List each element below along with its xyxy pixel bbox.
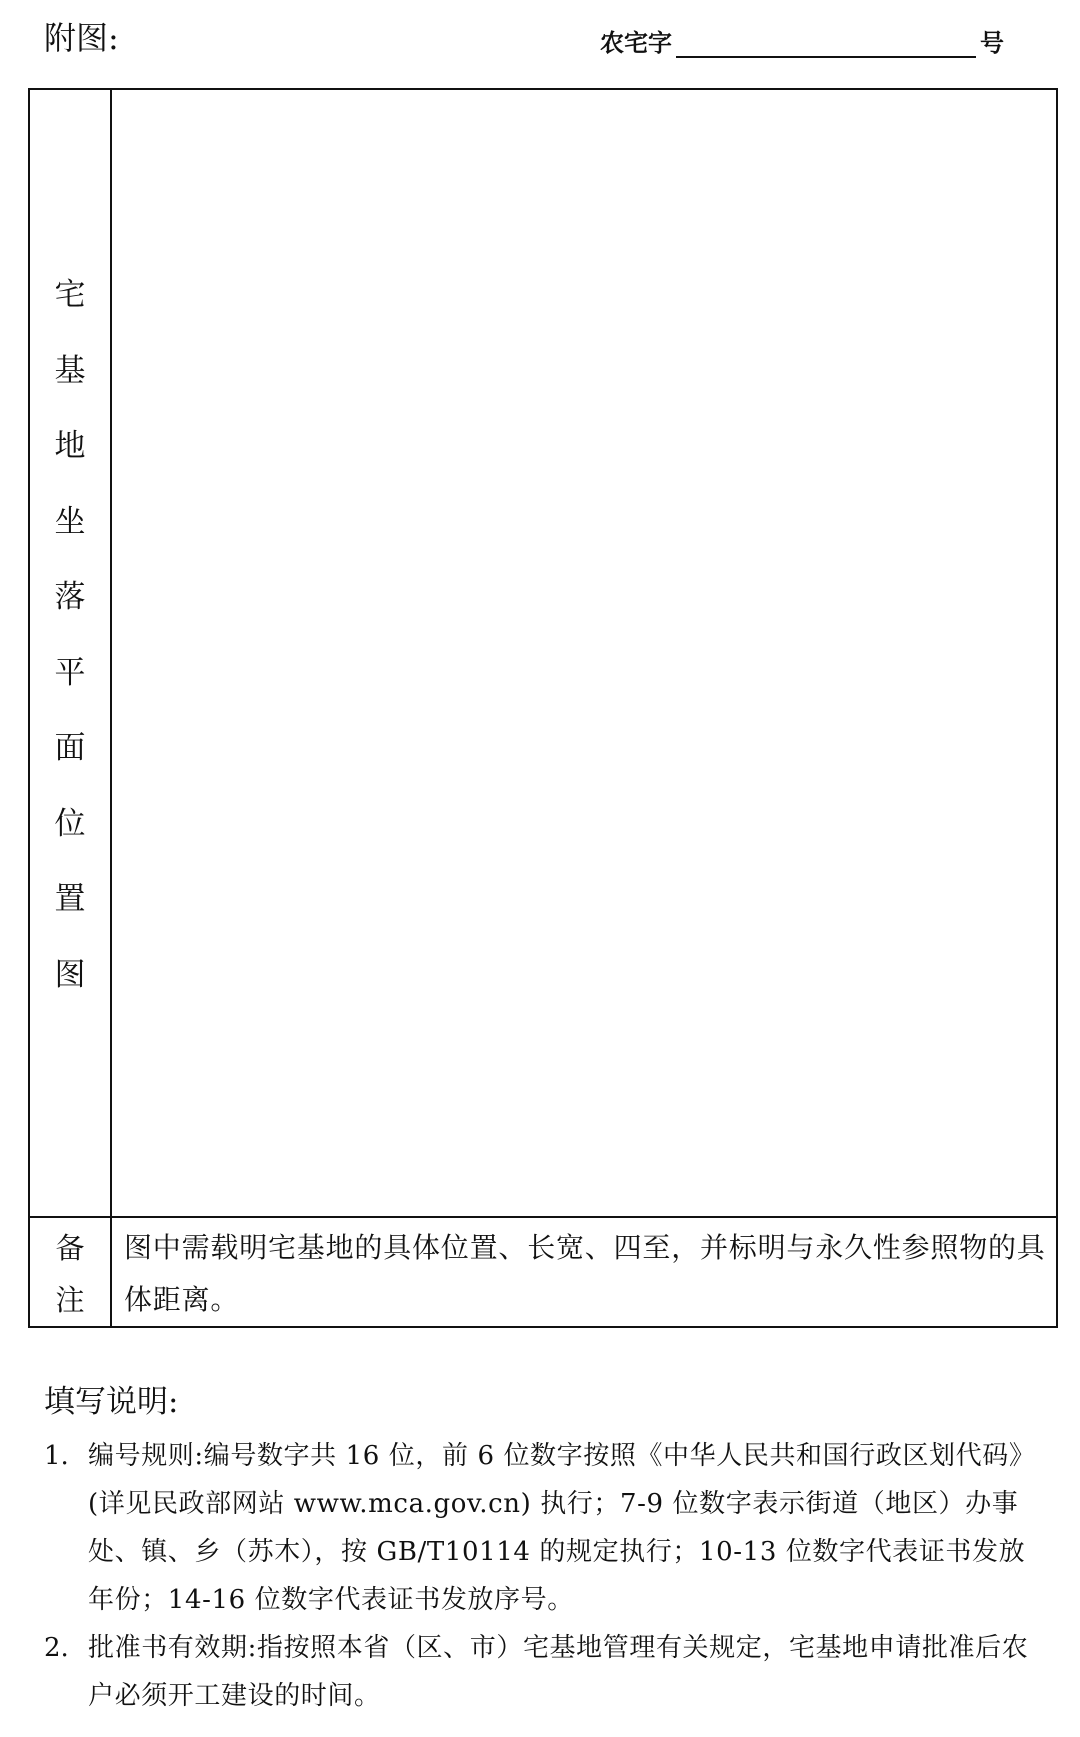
vertical-label-char: 图 bbox=[54, 956, 86, 993]
vertical-label-char: 面 bbox=[54, 730, 86, 766]
attachment-label: 附图: bbox=[44, 19, 119, 57]
vertical-label-char: 地 bbox=[54, 428, 86, 464]
vertical-label-char: 落 bbox=[54, 579, 86, 615]
vertical-label-char: 位 bbox=[54, 805, 86, 842]
number-suffix: 号 bbox=[980, 29, 1004, 57]
remark-label bbox=[30, 1218, 112, 1326]
remark-row bbox=[30, 1216, 1056, 1326]
instruction-text: 编号规则:编号数字共 16 位，前 6 位数字按照《中华人民共和国行政区划代码》(详见民政部网站 www.mca.gov.cn) 执行；7-9 位数字表示街道（地区）办事处、镇、乡（苏木），按 GB/T10114 的规定执行；10-13 位数字代表证书发放年份；14-16 位数字代表证书发放序号。 bbox=[88, 1441, 1036, 1615]
document-number-line bbox=[600, 22, 1004, 58]
instruction-text: 批准书有效期:指按照本省（区、市）宅基地管理有关规定，宅基地申请批准后农户必须开工建设的时间。 bbox=[88, 1633, 1029, 1711]
site-plan-table bbox=[28, 88, 1058, 1328]
vertical-label bbox=[30, 258, 110, 1013]
instruction-number: 2. bbox=[44, 1633, 69, 1663]
instruction-item bbox=[44, 1432, 1044, 1624]
number-prefix: 农宅字 bbox=[600, 29, 672, 57]
instruction-item bbox=[44, 1624, 1044, 1720]
vertical-label-char: 置 bbox=[54, 881, 86, 917]
instructions-title: 填写说明: bbox=[44, 1384, 179, 1420]
instruction-number: 1. bbox=[44, 1441, 69, 1471]
vertical-label-char: 基 bbox=[54, 352, 86, 389]
remark-label-char: 注 bbox=[55, 1283, 85, 1317]
remark-label-char: 备 bbox=[55, 1231, 85, 1265]
remark-text: 图中需载明宅基地的具体位置、长宽、四至，并标明与永久性参照物的具体距离。 bbox=[124, 1231, 1046, 1316]
vertical-label-char: 宅 bbox=[54, 277, 86, 313]
vertical-label-cell bbox=[30, 90, 112, 1216]
site-plan-drawing-area[interactable] bbox=[112, 90, 1056, 1216]
vertical-label-char: 平 bbox=[54, 654, 86, 691]
vertical-label-char: 坐 bbox=[54, 503, 86, 540]
document-number-blank[interactable] bbox=[676, 26, 976, 58]
